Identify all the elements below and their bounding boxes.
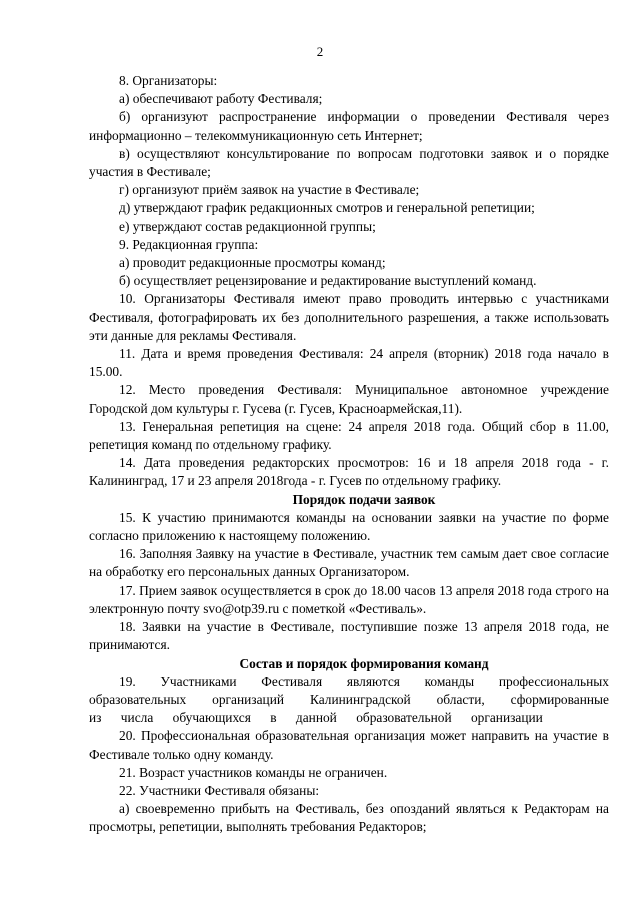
paragraph-20: 20. Профессиональная образовательная организация может направить на участие в Фестивале только одну команду. [89,728,609,762]
paragraph-9a: а) проводит редакционные просмотры команд; [119,255,386,271]
paragraph-19: 19. Участниками Фестиваля являются команды профессиональных образовательных организаций Калининградской области, сформированные из числа обучающихся в данной образовательной организации [89,673,609,726]
paragraph-16: 16. Заполняя Заявку на участие в Фестивале, участник тем самым дает свое согласие на обработку его персональных данных Организатором. [89,546,609,580]
paragraph-8v: в) осуществляют консультирование по вопросам подготовки заявок и о порядке участия в Фестивале; [89,145,609,180]
paragraph-21: 21. Возраст участников команды не ограничен. [119,764,388,780]
paragraph-12: 12. Место проведения Фестиваля: Муниципальное автономное учреждение Городской дом культуры г. Гусева (г. Гусев, Красноармейская,11). [89,382,609,416]
section-heading-applications: Порядок подачи заявок [292,491,436,507]
paragraph-22: 22. Участники Фестиваля обязаны: [119,782,320,798]
paragraph-8d: д) утверждают график редакционных смотров и генеральной репетиции; [119,200,535,216]
paragraph-8e: е) утверждают состав редакционной группы; [119,218,376,234]
paragraph-9b: б) осуществляет рецензирование и редактирование выступлений команд. [119,273,537,289]
section-heading-teams: Состав и порядок формирования команд [239,655,489,671]
paragraph-10: 10. Организаторы Фестиваля имеют право проводить интервью с участниками Фестиваля, фотографировать их без дополнительного разрешения, а также использовать эти данные для рекламы Фестиваля. [89,291,609,343]
paragraph-8g: г) организуют приём заявок на участие в Фестивале; [119,182,420,198]
paragraph-9: 9. Редакционная группа: [119,236,259,252]
paragraph-8a: а) обеспечивают работу Фестиваля; [119,91,323,107]
paragraph-14: 14. Дата проведения редакторских просмотров: 16 и 18 апреля 2018 года - г. Калининград, 17 и 23 апреля 2018года - г. Гусев по отдельному графику. [89,455,609,489]
paragraph-22a: а) своевременно прибыть на Фестиваль, без опозданий являться к Редакторам на просмотры, репетиции, выполнять требования Редакторов; [89,801,609,835]
page-number: 2 [316,44,324,59]
document-body [89,72,609,837]
paragraph-18: 18. Заявки на участие в Фестивале, поступившие позже 13 апреля 2018 года, не принимаются. [89,619,609,653]
paragraph-11: 11. Дата и время проведения Фестиваля: 24 апреля (вторник) 2018 года начало в 15.00. [89,346,609,380]
paragraph-8b: б) организуют распространение информации о проведении Фестиваля через информационно – телекоммуникационную сеть Интернет; [89,109,609,143]
paragraph-13: 13. Генеральная репетиция на сцене: 24 апреля 2018 года. Общий сбор в 11.00, репетиция команд по отдельному графику. [89,418,609,453]
paragraph-15: 15. К участию принимаются команды на основании заявки на участие по форме согласно приложению к настоящему положению. [89,509,609,544]
paragraph-17: 17. Прием заявок осуществляется в срок до 18.00 часов 13 апреля 2018 года строго на электронную почту svo@otp39.ru с пометкой «Фестиваль». [89,582,609,616]
paragraph-8: 8. Организаторы: [119,73,218,88]
